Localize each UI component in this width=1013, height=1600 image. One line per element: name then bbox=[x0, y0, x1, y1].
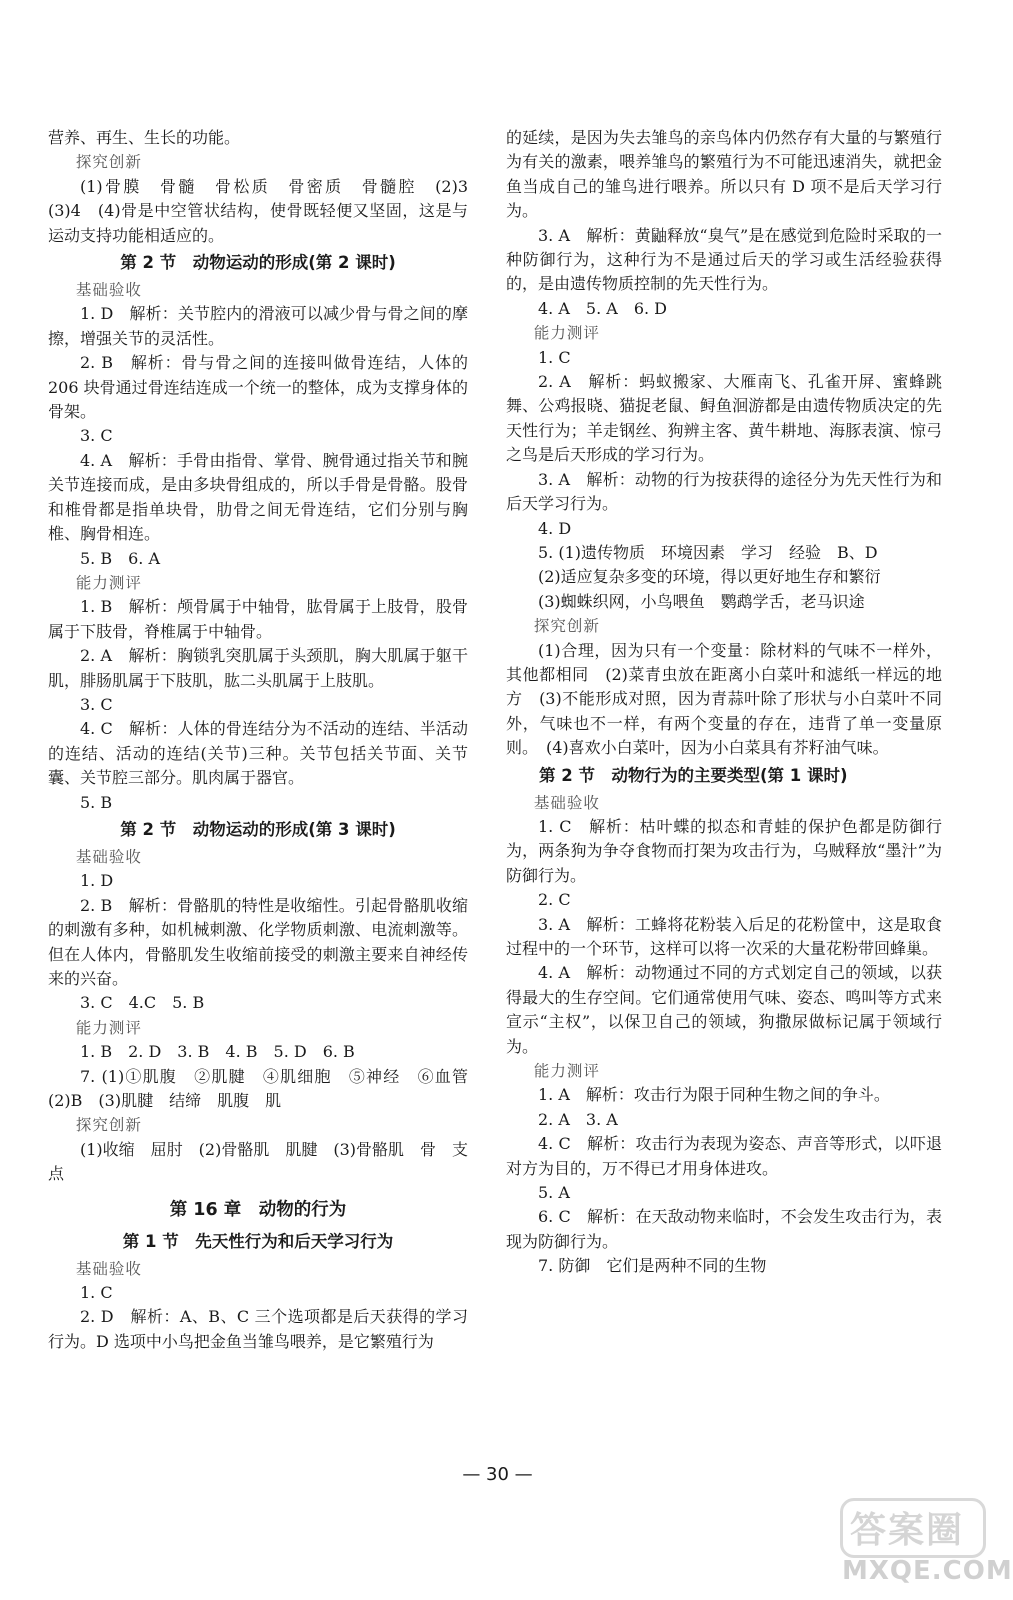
watermark-logo bbox=[836, 1494, 1013, 1594]
subsection-label: 基础验收 bbox=[533, 793, 600, 812]
subsection-label: 能力测评 bbox=[533, 1062, 600, 1081]
answer-paragraph: 4. A 5. A 6. D bbox=[538, 298, 667, 318]
answer-paragraph: 1. D 解析：关节腔内的滑液可以减少骨与骨之间的摩擦，增强关节的灵活性。 bbox=[48, 304, 468, 348]
section-heading: 第 2 节 动物运动的形成(第 2 课时) bbox=[120, 253, 396, 273]
answer-paragraph: 1. A 解析：攻击行为限于同种生物之间的争斗。 bbox=[538, 1085, 890, 1105]
section-heading: 第 1 节 先天性行为和后天学习行为 bbox=[122, 1231, 394, 1251]
answer-paragraph: 3. A 解析：动物的行为按获得的途径分为先天性行为和后天学习行为。 bbox=[506, 469, 942, 514]
answer-paragraph: 2. B 解析：骨与骨之间的连接叫做骨连结，人体的 206 块骨通过骨连结连成一个统一的整体，成为支撑身体的骨架。 bbox=[48, 353, 468, 422]
subsection-label: 基础验收 bbox=[75, 847, 142, 866]
answer-paragraph: 2. B 解析：骨骼肌的特性是收缩性。引起骨骼肌收缩的刺激有多种，如机械刺激、化学物质刺激、电流刺激等。但在人体内，骨骼肌发生收缩前接受的刺激主要来自神经传来的兴奋。 bbox=[48, 895, 468, 988]
answer-paragraph: 2. A 解析：蚂蚁搬家、大雁南飞、孔雀开屏、蜜蜂跳舞、公鸡报晓、猫捉老鼠、鲟鱼洄游都是由遗传物质决定的先天性行为；羊走钢丝、狗辨主客、黄牛耕地、海豚表演、惊弓之鸟是后天形成的学习行为。 bbox=[506, 372, 942, 465]
right-column bbox=[506, 126, 942, 1279]
subsection-label: 探究创新 bbox=[75, 1116, 142, 1135]
answer-paragraph: 4. C 解析：攻击行为表现为姿态、声音等形式，以吓退对方为目的，万不得已才用身体进攻。 bbox=[506, 1134, 942, 1178]
answer-paragraph: 3. A 解析：工蜂将花粉装入后足的花粉筐中，这是取食过程中的一个环节，这样可以将一次采的大量花粉带回蜂巢。 bbox=[506, 914, 942, 958]
answer-paragraph: 2. C bbox=[538, 890, 571, 910]
section-heading: 第 2 节 动物行为的主要类型(第 1 课时) bbox=[539, 765, 848, 785]
answer-paragraph: 6. C 解析：在天敌动物来临时，不会发生攻击行为，表现为防御行为。 bbox=[506, 1207, 942, 1251]
subsection-label: 能力测评 bbox=[75, 573, 142, 592]
chapter-heading: 第 16 章 动物的行为 bbox=[169, 1199, 347, 1220]
answer-paragraph: 5. B 6. A bbox=[80, 548, 161, 568]
answer-paragraph: 5. B bbox=[80, 792, 113, 812]
answer-paragraph: 5. (1)遗传物质 环境因素 学习 经验 B、D bbox=[538, 542, 878, 562]
answer-paragraph: 营养、再生、生长的功能。 bbox=[48, 128, 241, 147]
answer-paragraph: 5. A bbox=[538, 1183, 570, 1203]
answer-paragraph: (1)收缩 屈肘 (2)骨骼肌 肌腱 (3)骨骼肌 骨 支点 bbox=[48, 1139, 468, 1184]
answer-paragraph: 1. B 2. D 3. B 4. B 5. D 6. B bbox=[80, 1042, 355, 1062]
answer-paragraph: (1)合理，因为只有一个变量：除材料的气味不一样外，其他都相同 (2)菜青虫放在距离小白菜叶和滤纸一样远的地方 (3)不能形成对照，因为青蒜叶除了形状与小白菜叶不同外，气味也不一样，有两个变量的存在，违背了单一变量原则。 (4)喜欢小白菜叶，因为小白菜具有芥籽油气味。 bbox=[506, 640, 942, 758]
answer-paragraph: (1)骨膜 骨髓 骨松质 骨密质 骨髓腔 (2)3 (3)4 (4)骨是中空管状结构，使骨既轻便又坚固，这是与运动支持功能相适应的。 bbox=[48, 176, 485, 245]
answer-paragraph: 2. A 解析：胸锁乳突肌属于头颈肌，胸大肌属于躯干肌，腓肠肌属于下肢肌，肱二头肌属于上肢肌。 bbox=[48, 646, 468, 690]
answer-paragraph: 4. C 解析：人体的骨连结分为不活动的连结、半活动的连结、活动的连结(关节)三种。关节包括关节面、关节囊、关节腔三部分。肌肉属于器官。 bbox=[48, 719, 468, 788]
answer-paragraph: 1. D bbox=[80, 871, 114, 891]
section-heading: 第 2 节 动物运动的形成(第 3 课时) bbox=[120, 819, 396, 839]
answer-paragraph: 的延续，是因为失去雏鸟的亲鸟体内仍然存有大量的与繁殖行为有关的激素，喂养雏鸟的繁殖行为不可能迅速消失，就把金鱼当成自己的雏鸟进行喂养。所以只有 D 项不是后天学习行为。 bbox=[506, 128, 942, 221]
answer-paragraph: 3. C bbox=[80, 694, 113, 714]
answer-paragraph: (2)适应复杂多变的环境，得以更好地生存和繁衍 bbox=[538, 567, 881, 587]
answer-paragraph: 2. D 解析：A、B、C 三个选项都是后天获得的学习行为。D 选项中小鸟把金鱼当雏鸟喂养，是它繁殖行为 bbox=[48, 1307, 468, 1351]
subsection-label: 探究创新 bbox=[533, 617, 600, 636]
answer-paragraph: 7. (1)①肌腹 ②肌腱 ④肌细胞 ⑤神经 ⑥血管 (2)B (3)肌腱 结缔 肌腹 肌 bbox=[48, 1066, 485, 1111]
subsection-label: 能力测评 bbox=[75, 1018, 142, 1037]
answer-paragraph: 1. C 解析：枯叶蝶的拟态和青蛙的保护色都是防御行为，两条狗为争夺食物而打架为攻击行为，乌贼释放“墨汁”为防御行为。 bbox=[506, 816, 942, 885]
left-column bbox=[48, 126, 485, 1354]
subsection-label: 基础验收 bbox=[75, 1259, 142, 1278]
answer-paragraph: (3)蜘蛛织网，小鸟喂鱼 鹦鹉学舌，老马识途 bbox=[538, 591, 865, 611]
answer-paragraph: 2. A 3. A bbox=[538, 1109, 618, 1129]
subsection-label: 探究创新 bbox=[75, 153, 142, 172]
answer-paragraph: 7. 防御 它们是两种不同的生物 bbox=[538, 1256, 767, 1276]
watermark-domain: MXQE.COM bbox=[842, 1556, 1013, 1586]
answer-paragraph: 1. C bbox=[538, 347, 571, 367]
watermark-text: 答案圈 bbox=[850, 1510, 965, 1551]
page-number: — 30 — bbox=[462, 1464, 533, 1485]
answer-paragraph: 1. C bbox=[80, 1283, 113, 1303]
answer-paragraph: 4. A 解析：手骨由指骨、掌骨、腕骨通过指关节和腕关节连接而成，是由多块骨组成的，所以手骨是骨骼。股骨和椎骨都是指单块骨，肋骨之间无骨连结，它们分别与胸椎、胸骨相连。 bbox=[48, 450, 468, 544]
answer-paragraph: 4. D bbox=[538, 518, 572, 538]
answer-paragraph: 3. A 解析：黄鼬释放“臭气”是在感觉到危险时采取的一种防御行为，这种行为不是通过后天的学习或生活经验获得的，是由遗传物质控制的先天性行为。 bbox=[506, 225, 942, 294]
answer-paragraph: 4. A 解析：动物通过不同的方式划定自己的领域，以获得最大的生存空间。它们通常使用气味、姿态、鸣叫等方式来宣示“主权”，以保卫自己的领域，狗撒尿做标记属于领域行为。 bbox=[506, 963, 942, 1056]
answer-paragraph: 1. B 解析：颅骨属于中轴骨，肱骨属于上肢骨，股骨属于下肢骨，脊椎属于中轴骨。 bbox=[48, 597, 468, 641]
subsection-label: 基础验收 bbox=[75, 281, 142, 300]
answer-paragraph: 3. C 4.C 5. B bbox=[80, 993, 205, 1013]
answer-paragraph: 3. C bbox=[80, 426, 113, 446]
subsection-label: 能力测评 bbox=[533, 324, 600, 343]
